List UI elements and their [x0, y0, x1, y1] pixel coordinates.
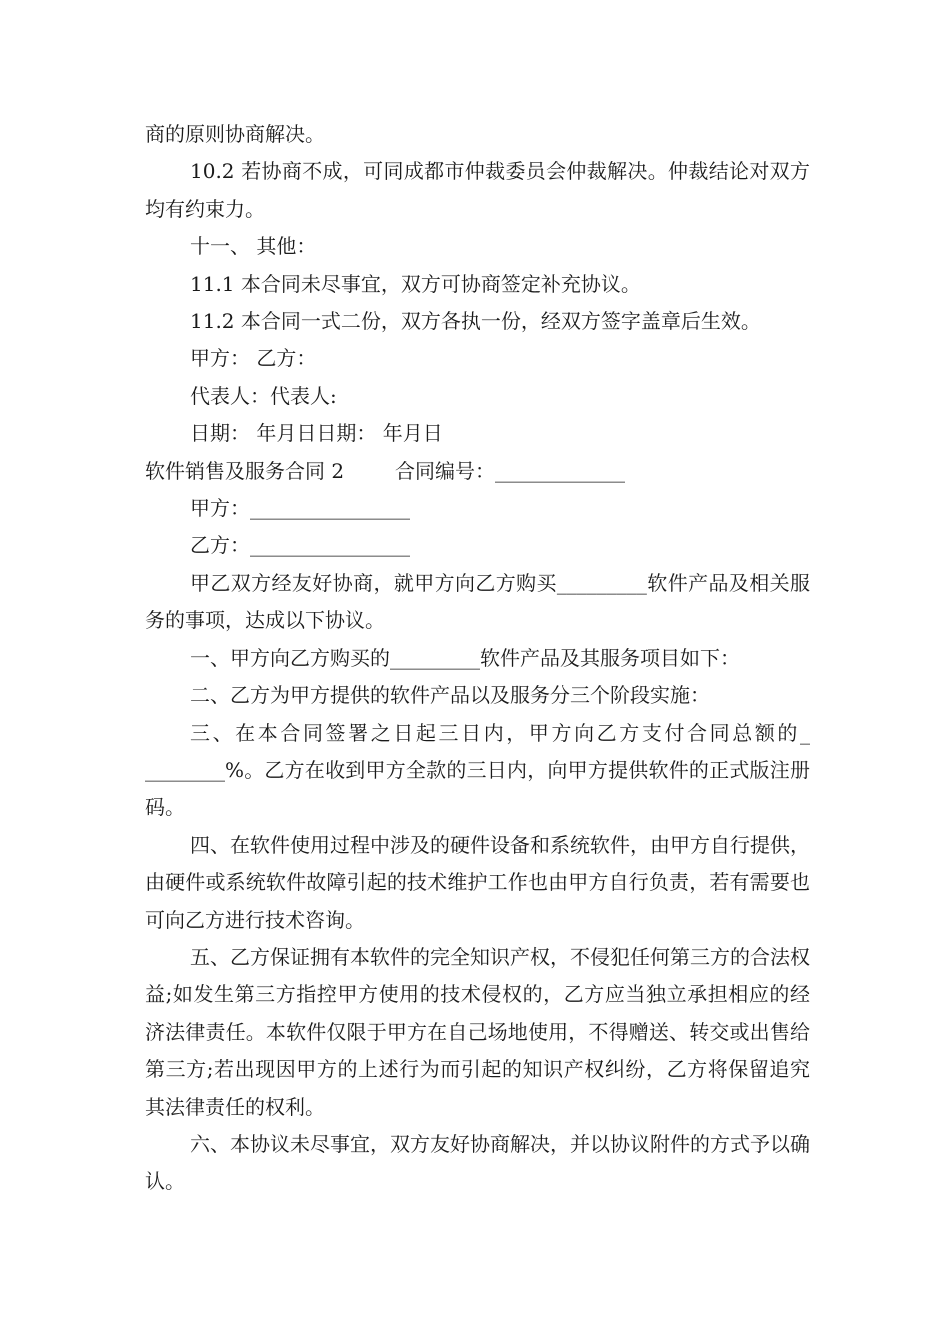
paragraph-party-b: 乙方：________________ — [190, 533, 410, 558]
paragraph-article-3: 三、在本合同签署之日起三日内，甲方向乙方支付合同总额的_ ________%。乙方在收到甲方全款的三日内，向甲方提供软件的正式版注册码。 — [145, 720, 817, 820]
paragraph-article-4: 四、在软件使用过程中涉及的硬件设备和系统软件，由甲方自行提供，由硬件或系统软件故障引起的技术维护工作也由甲方自行负责，若有需要也可向乙方进行技术咨询。 — [145, 832, 810, 932]
paragraph-clause-10-2: 10.2 若协商不成，可同成都市仲裁委员会仲裁解决。仲裁结论对双方均有约束力。 — [145, 159, 810, 221]
paragraph-article-5: 五、乙方保证拥有本软件的完全知识产权，不侵犯任何第三方的合法权益;如发生第三方指控甲方使用的技术侵权的，乙方应当独立承担相应的经济法律责任。本软件仅限于甲方在自己场地使用，不得赠送、转交或出售给第三方;若出现因甲方的上述行为而引起的知识产权纠纷，乙方将保留追究其法律责任的权利。 — [145, 944, 810, 1119]
paragraph-dates: 日期： 年月日日期： 年月日 — [190, 421, 443, 446]
document-body — [145, 116, 817, 1201]
paragraph-representatives: 代表人：代表人: — [190, 383, 337, 408]
paragraph-continuation: 商的原则协商解决。 — [145, 122, 325, 146]
paragraph-preamble: 甲乙双方经友好协商，就甲方向乙方购买_________软件产品及相关服务的事项，达成以下协议。 — [145, 570, 810, 633]
paragraph-party-a: 甲方：________________ — [190, 496, 410, 521]
paragraph-article-1: 一、甲方向乙方购买的_________软件产品及其服务项目如下： — [190, 645, 740, 670]
paragraph-article-6: 六、本协议未尽事宜，双方友好协商解决，并以协议附件的方式予以确认。 — [145, 1131, 810, 1194]
paragraph-clause-11-1: 11.1 本合同未尽事宜，双方可协商签定补充协议。 — [190, 271, 641, 296]
paragraph-article-2: 二、乙方为甲方提供的软件产品以及服务分三个阶段实施： — [190, 683, 710, 708]
paragraph-section-11-heading: 十一、 其他： — [190, 234, 317, 259]
paragraph-clause-11-2: 11.2 本合同一式二份，双方各执一份，经双方签字盖章后生效。 — [190, 309, 761, 334]
contract-2-title-line: 软件销售及服务合同 2 合同编号：_____________ — [145, 458, 625, 483]
paragraph-parties-signature: 甲方： 乙方： — [190, 346, 317, 371]
